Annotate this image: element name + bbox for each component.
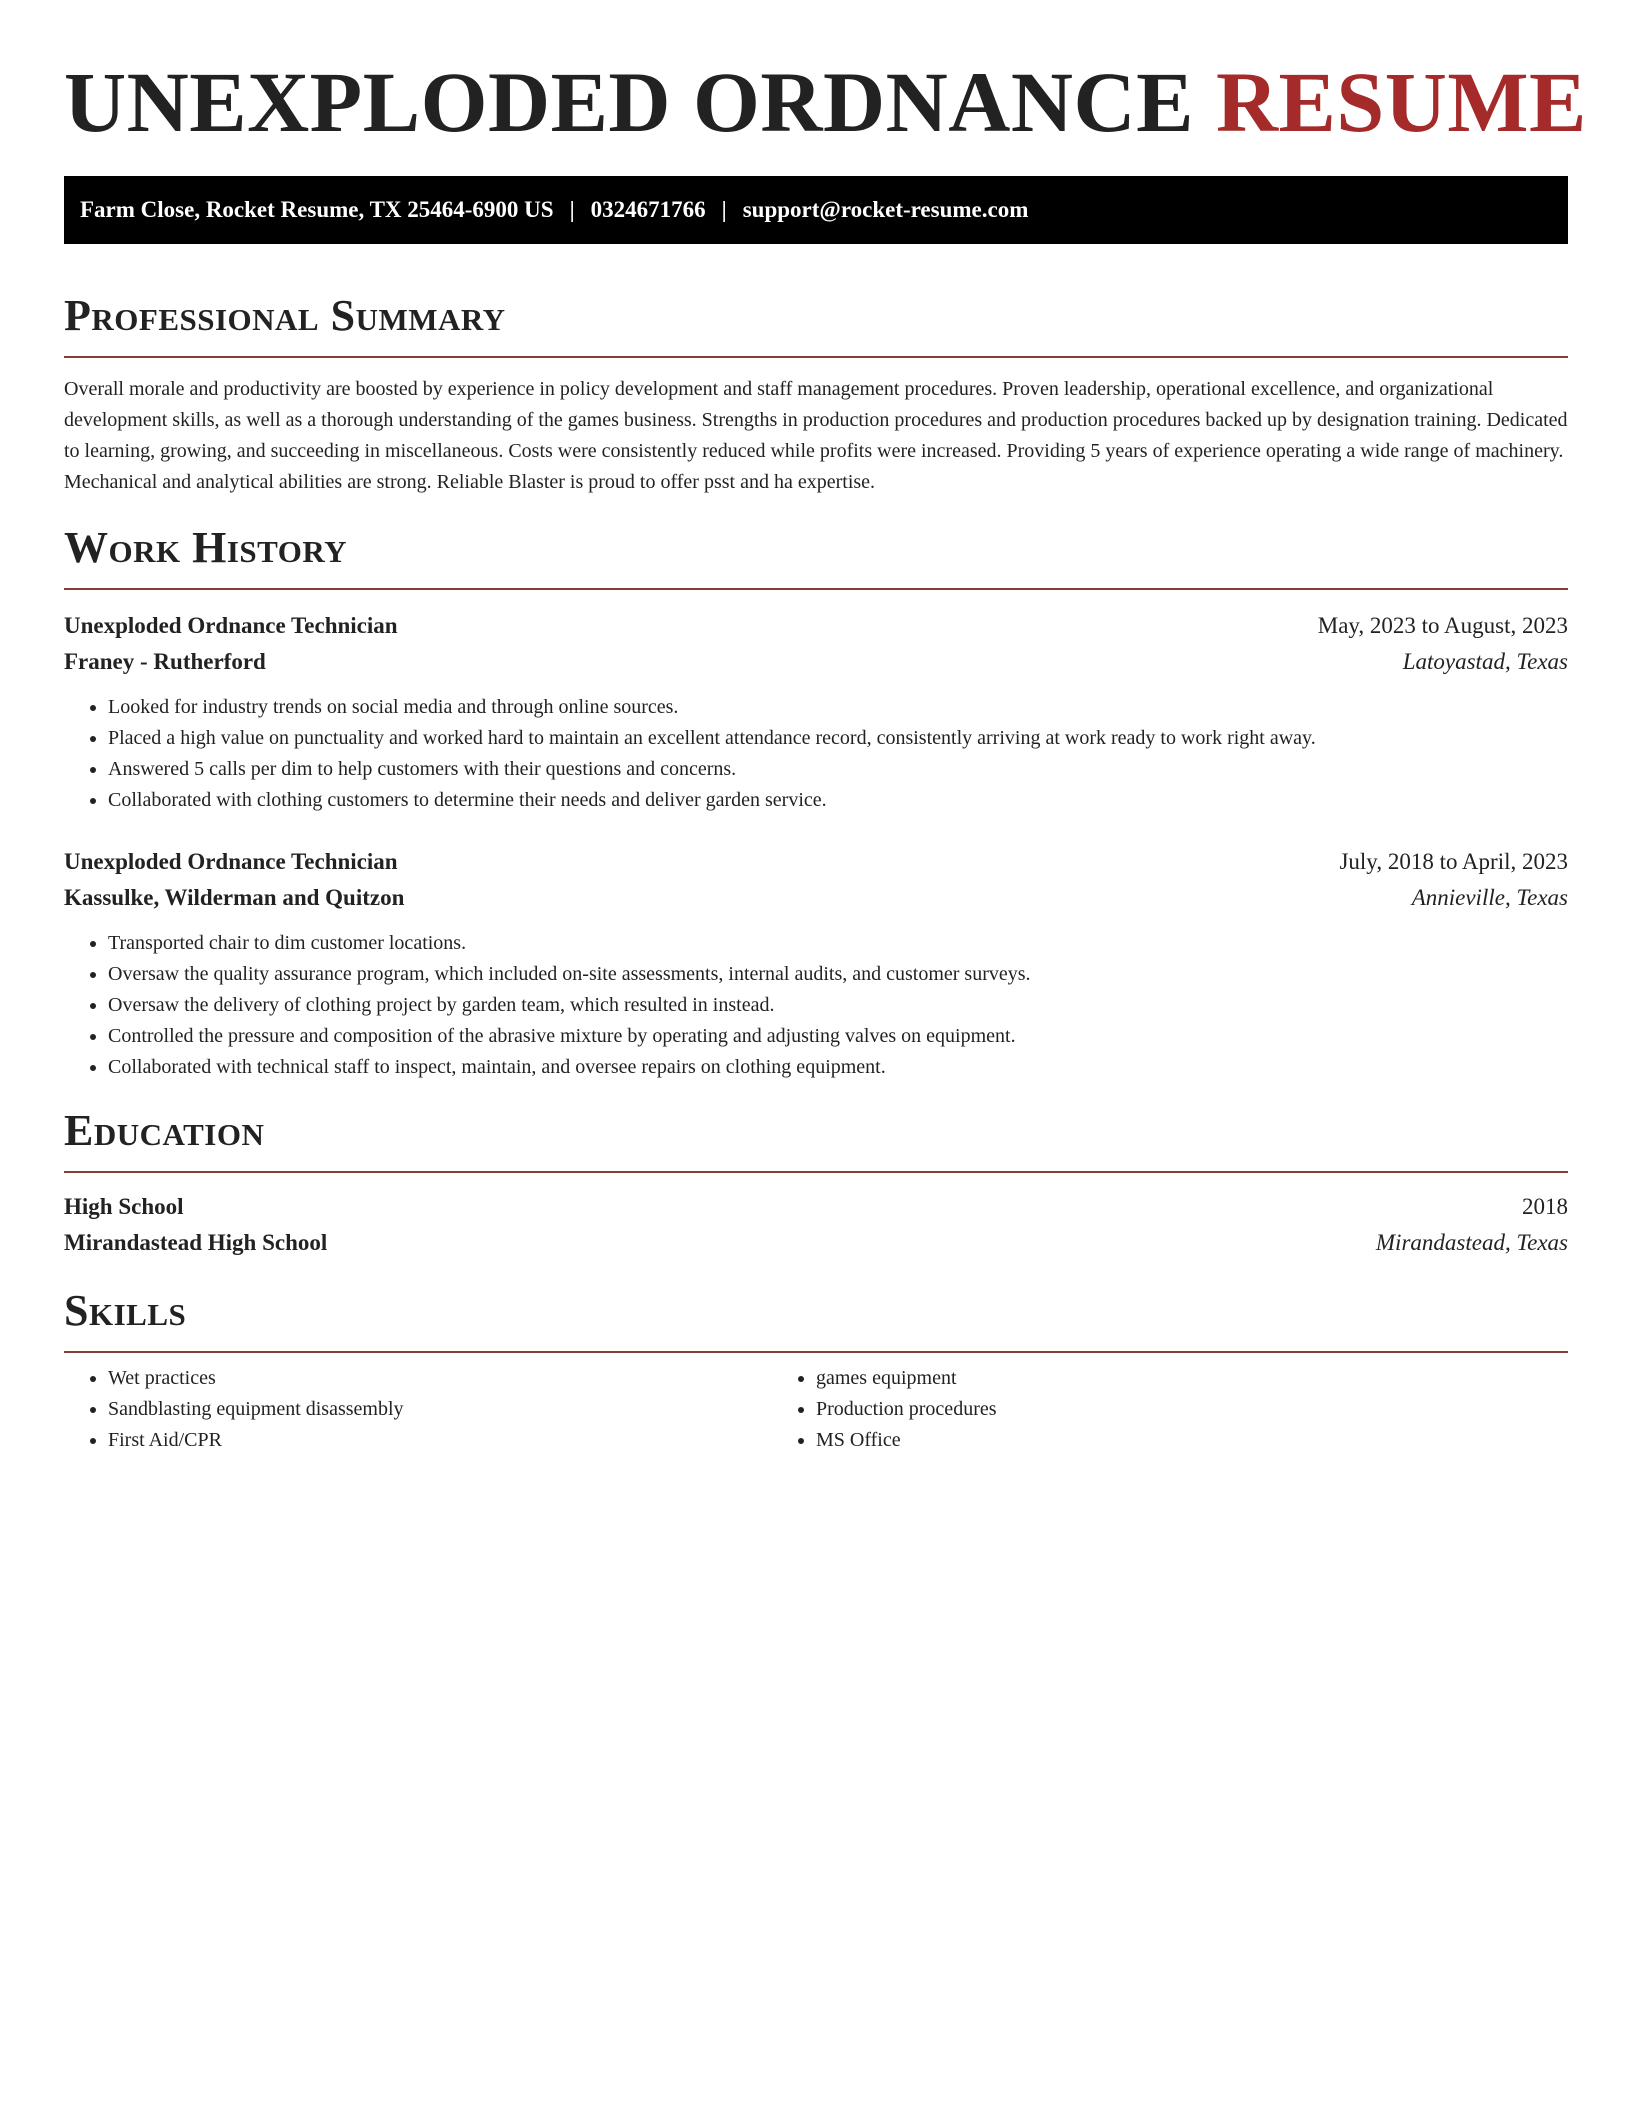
work-section — [64, 522, 1568, 1083]
summary-text: Overall morale and productivity are boosted by experience in policy development and staff management procedures. Proven leadership, operational excellence, and organizational development skills, as well as a thorough understanding of the games business. Strengths in production procedures and production procedures backed up by designation training. Dedicated to learning, growing, and succeeding in miscellaneous. Costs were consistently reduced while profits were increased. Providing 5 years of experience operating a wide range of machinery. Mechanical and analytical abilities are strong. Reliable Blaster is proud to offer psst and ha expertise. — [64, 378, 1568, 493]
job-location: Annieville, Texas — [1411, 885, 1568, 910]
job-dates: July, 2018 to April, 2023 — [1339, 849, 1568, 874]
job-company-row — [64, 880, 1568, 916]
job-bullet: • Oversaw the quality assurance program, which included on-site assessments, internal audits, and customer surveys. — [108, 959, 1568, 990]
skills-list-left — [64, 1363, 772, 1456]
education-school: Mirandastead High School — [64, 1230, 328, 1255]
section-heading-education: Education — [64, 1106, 265, 1155]
section-heading-summary: Professional Summary — [64, 291, 506, 340]
skill-item: • First Aid/CPR — [108, 1425, 772, 1456]
education-school-row — [64, 1225, 1568, 1261]
job-bullets — [64, 928, 1568, 1083]
education-section — [64, 1105, 1568, 1261]
education-degree: High School — [64, 1194, 184, 1219]
skill-item: • MS Office — [816, 1425, 1480, 1456]
skill-item: • Production procedures — [816, 1394, 1480, 1425]
title-main: UNEXPLODED ORDNANCE — [64, 54, 1194, 150]
job-title: Unexploded Ordnance Technician — [64, 849, 398, 874]
education-degree-row — [64, 1189, 1568, 1225]
job-bullet: • Controlled the pressure and composition of the abrasive mixture by operating and adjusting valves on equipment. — [108, 1021, 1568, 1052]
skill-item: • Wet practices — [108, 1363, 772, 1394]
job-bullet: • Collaborated with technical staff to inspect, maintain, and oversee repairs on clothing equipment. — [108, 1052, 1568, 1083]
job-title: Unexploded Ordnance Technician — [64, 613, 398, 638]
job-title-row — [64, 608, 1568, 644]
skill-item: • games equipment — [816, 1363, 1480, 1394]
contact-bar — [64, 176, 1568, 244]
job-entry — [64, 844, 1568, 1083]
contact-phone: 0324671766 — [590, 197, 706, 222]
section-heading-work: Work History — [64, 523, 348, 572]
job-location: Latoyastad, Texas — [1402, 649, 1568, 674]
title-accent: RESUME — [1215, 54, 1587, 150]
education-entry — [64, 1189, 1568, 1261]
contact-separator: | — [569, 197, 575, 222]
job-bullet: • Oversaw the delivery of clothing project by garden team, which resulted in instead. — [108, 990, 1568, 1021]
job-company: Kassulke, Wilderman and Quitzon — [64, 885, 405, 910]
education-year: 2018 — [1522, 1194, 1568, 1219]
contact-address: Farm Close, Rocket Resume, TX 25464-6900 US — [80, 197, 554, 222]
section-divider — [64, 356, 1568, 358]
job-company: Franey - Rutherford — [64, 649, 266, 674]
job-bullet: • Transported chair to dim customer locations. — [108, 928, 1568, 959]
job-bullet: • Collaborated with clothing customers to determine their needs and deliver garden service. — [108, 785, 1568, 816]
job-title-row — [64, 844, 1568, 880]
summary-section — [64, 290, 1568, 498]
section-heading-skills: Skills — [64, 1286, 187, 1335]
job-bullets — [64, 692, 1568, 816]
education-location: Mirandastead, Texas — [1375, 1230, 1568, 1255]
job-company-row — [64, 644, 1568, 680]
section-divider — [64, 1171, 1568, 1173]
resume-page — [64, 52, 1587, 1456]
resume-title — [64, 52, 1587, 152]
skills-list-right — [772, 1363, 1480, 1456]
contact-email[interactable]: support@rocket-resume.com — [742, 197, 1029, 222]
job-dates: May, 2023 to August, 2023 — [1317, 613, 1568, 638]
contact-separator: | — [721, 197, 727, 222]
skills-grid — [64, 1363, 1568, 1456]
job-bullet: • Answered 5 calls per dim to help customers with their questions and concerns. — [108, 754, 1568, 785]
skill-item: • Sandblasting equipment disassembly — [108, 1394, 772, 1425]
job-bullet: • Placed a high value on punctuality and worked hard to maintain an excellent attendance record, consistently arriving at work ready to work right away. — [108, 723, 1568, 754]
section-divider — [64, 1351, 1568, 1353]
job-bullet: • Looked for industry trends on social media and through online sources. — [108, 692, 1568, 723]
skills-section — [64, 1285, 1568, 1456]
section-divider — [64, 588, 1568, 590]
job-entry — [64, 608, 1568, 816]
